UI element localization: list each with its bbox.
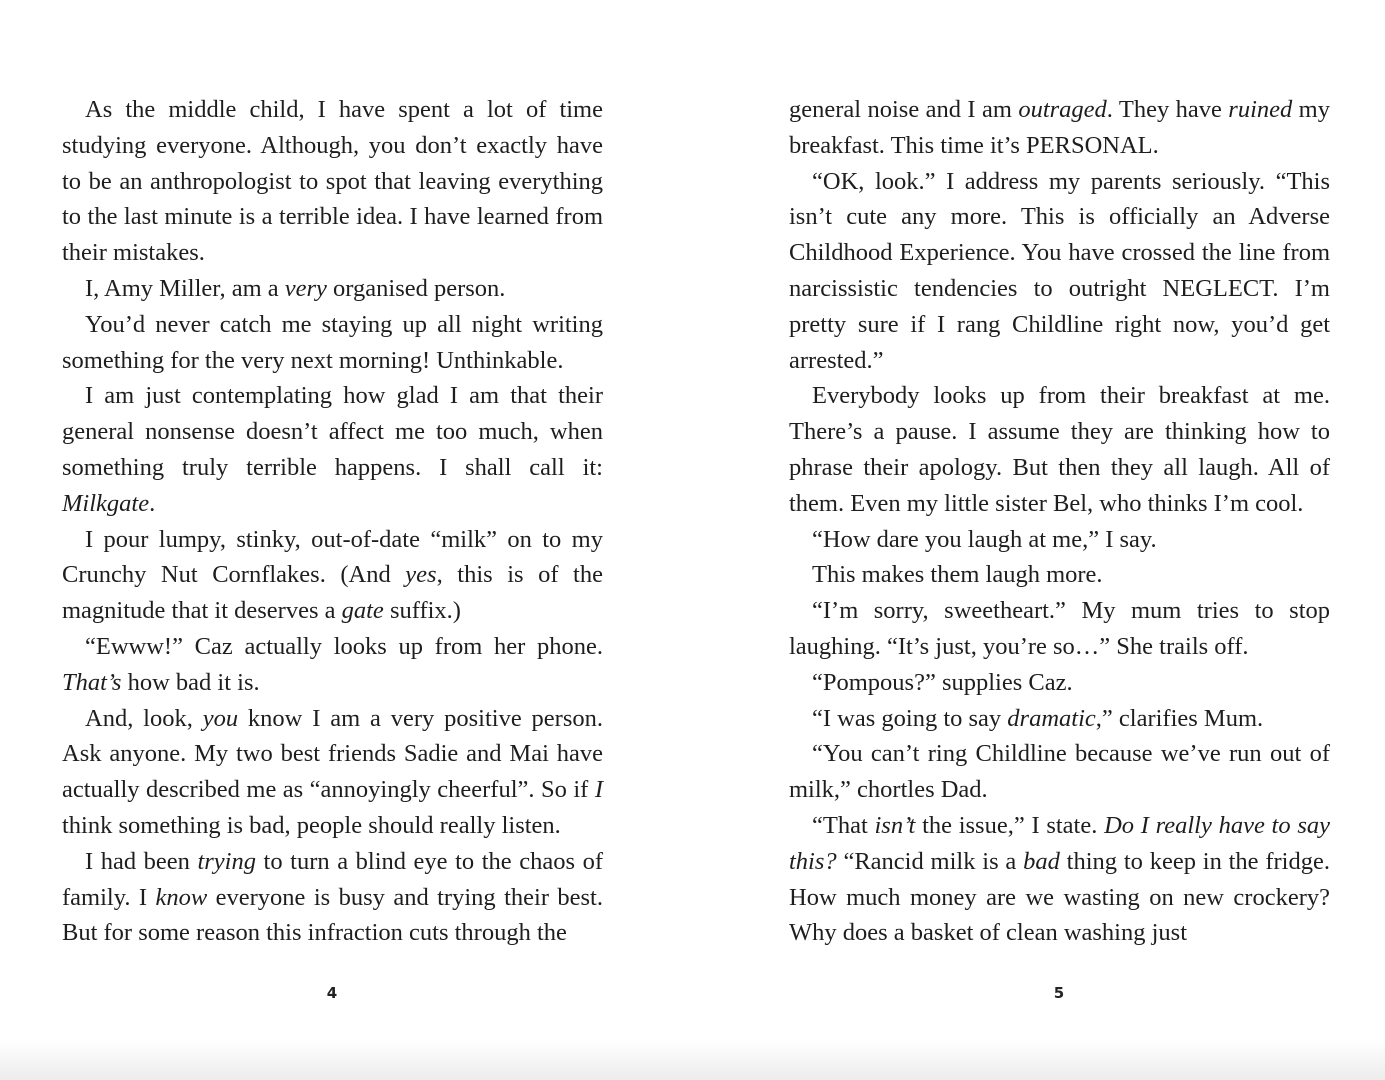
paragraph [789, 593, 1330, 665]
paragraph [62, 307, 603, 379]
paragraph [62, 378, 603, 521]
text-segment: I, Amy Miller, am a [85, 274, 285, 302]
italic-text-segment: outraged [1018, 96, 1107, 123]
text-segment: suffix.) [383, 597, 461, 625]
text-segment: “You can’t ring Childline because we’ve run out of milk,” chortles Dad. [789, 740, 1330, 804]
left-page-body [62, 92, 603, 951]
paragraph [789, 522, 1330, 558]
italic-text-segment: very [284, 274, 327, 302]
italic-text-segment: dramatic [1007, 704, 1096, 732]
text-segment: As the middle child, I have spent a lot of time studying everyone. Although, you don’t exactly have to be an anthropologist to spot that leaving everything to the last minute is a terrible idea. I have learned from their mistakes. [62, 96, 603, 267]
italic-text-segment: ruined [1228, 96, 1293, 123]
paragraph [789, 665, 1330, 701]
text-segment: my breakfast. This time it’s PERSONAL. [789, 96, 1330, 159]
paragraph [789, 701, 1330, 737]
italic-text-segment: Milkgate [62, 489, 150, 517]
paragraph [62, 522, 603, 629]
text-segment: “Ewww!” Caz actually looks up from her phone. [85, 632, 603, 660]
text-segment: the issue,” I state. [915, 811, 1105, 839]
text-segment: “Pompous?” supplies Caz. [812, 668, 1073, 696]
paragraph [789, 378, 1330, 521]
text-segment: “Rancid milk is a [836, 847, 1024, 875]
paragraph [789, 808, 1330, 951]
text-segment: “OK, look.” I address my parents seriously. “This isn’t cute any more. This is officially an Adverse Childhood Experience. You have crossed the line from narcissistic tendencies to outright NEGLECT. I’m pretty sure if I rang Childline right now, you’d get arrested.” [789, 167, 1330, 374]
text-segment: And, look, [85, 704, 203, 732]
text-segment: “I was going to say [812, 704, 1008, 732]
text-segment: general noise and I am [789, 96, 1019, 123]
text-segment: “That [812, 811, 875, 839]
paragraph [789, 164, 1330, 379]
paragraph [62, 701, 603, 844]
text-segment: ,” clarifies Mum. [1095, 704, 1264, 732]
italic-text-segment: you [202, 704, 239, 732]
left-page-number: 4 [326, 984, 338, 1002]
text-segment: Everybody looks up from their breakfast at me. There’s a pause. I assume they are thinking how to phrase their apology. But then they all laugh. All of them. Even my little sister Bel, who thinks I’m cool. [789, 382, 1330, 517]
text-segment: . [149, 489, 156, 517]
italic-text-segment: trying [197, 847, 256, 875]
italic-text-segment: bad [1023, 847, 1060, 875]
text-segment: I pour lumpy, stinky, out-of-date “milk” on to my Crunchy Nut Cornflakes. (And [62, 525, 603, 589]
italic-text-segment: isn’t [874, 811, 916, 839]
text-segment: “I’m sorry, sweetheart.” My mum tries to stop laughing. “It’s just, you’re so…” She trails off. [789, 597, 1330, 660]
paragraph [789, 736, 1330, 808]
text-segment: how bad it is. [121, 668, 260, 696]
paragraph [789, 92, 1330, 164]
text-segment: I had been [85, 847, 198, 875]
text-segment: to turn a blind eye to the chaos of family. I [62, 847, 603, 911]
text-segment: , this is of the magnitude that it deserves a [62, 561, 603, 625]
italic-text-segment: Do I really have to say this? [789, 811, 1330, 875]
paragraph [62, 629, 603, 701]
right-page-body [789, 92, 1330, 951]
text-segment: You’d never catch me staying up all night writing something for the very next morning! Unthinkable. [62, 310, 603, 374]
text-segment: This makes them laugh more. [812, 561, 1103, 589]
text-segment: everyone is busy and trying their best. But for some reason this infraction cuts through the [62, 883, 603, 947]
text-segment: thing to keep in the fridge. How much money are we wasting on new crockery? Why does a basket of clean washing just [789, 847, 1330, 947]
right-page-number: 5 [1053, 984, 1065, 1002]
paragraph [62, 271, 603, 307]
text-segment: “How dare you laugh at me,” I say. [812, 525, 1157, 553]
italic-text-segment: I [594, 776, 603, 804]
paragraph [789, 557, 1330, 593]
text-segment: . They have [1106, 96, 1229, 123]
italic-text-segment: yes [405, 561, 437, 589]
text-segment: think something is bad, people should really listen. [62, 811, 561, 839]
paragraph [62, 92, 603, 271]
italic-text-segment: know [155, 883, 208, 911]
text-segment: I am just contemplating how glad I am that their general nonsense doesn’t affect me too much, when something truly terrible happens. I shall call it: [62, 382, 603, 481]
italic-text-segment: gate [341, 597, 384, 625]
text-segment: know I am a very positive person. Ask anyone. My two best friends Sadie and Mai have actually described me as “annoyingly cheerful”. So if [62, 704, 603, 804]
text-segment: organised person. [326, 274, 506, 302]
italic-text-segment: That’s [62, 668, 122, 696]
paragraph [62, 844, 603, 951]
